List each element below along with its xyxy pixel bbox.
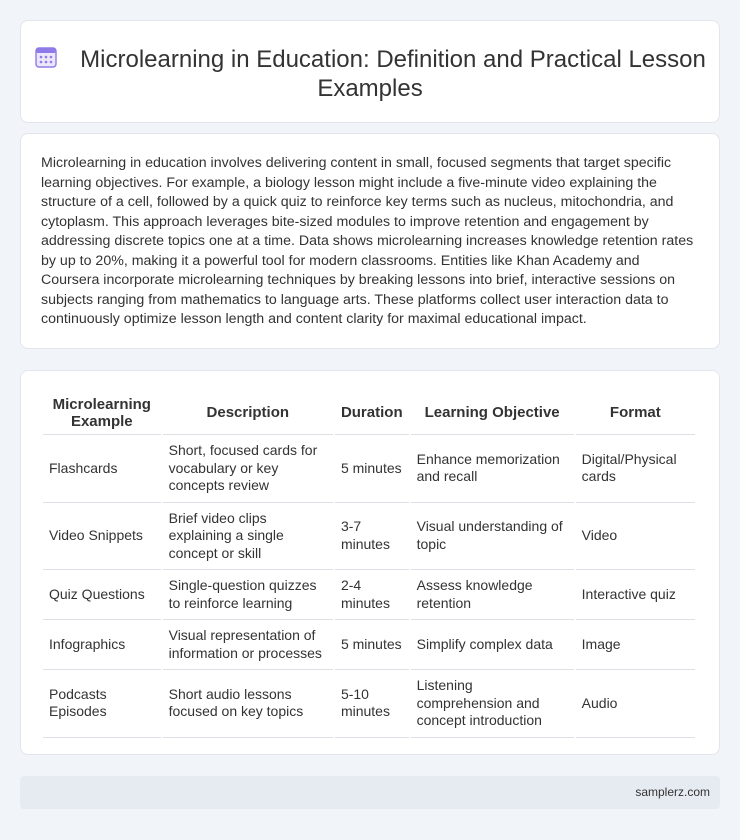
table-row [43, 435, 695, 503]
table-card [20, 370, 720, 755]
cell-duration: 3-7 minutes [335, 503, 409, 571]
cell-description: Short, focused cards for vocabulary or key concepts review [163, 435, 333, 503]
header-format: Format [576, 391, 695, 435]
page-title [21, 45, 719, 103]
intro-paragraph: Microlearning in education involves delivering content in small, focused segments that target specific learning objectives. For example, a biology lesson might include a five-minute video explaining the structure of a cell, followed by a quick quiz to reinforce key terms such as nucleus, mitochondria, and cytoplasm. This approach leverages bite-sized modules to improve retention and engagement by addressing discrete topics one at a time. Data shows microlearning increases knowledge retention rates by up to 20%, making it a powerful tool for modern classrooms. Entities like Khan Academy and Coursera incorporate microlearning techniques by breaking lessons into brief, interactive sessions on subjects ranging from mathematics to language arts. These platforms collect user interaction data to continuously optimize lesson length and content clarity for maximal educational impact. [41, 155, 694, 327]
cell-example: Video Snippets [43, 503, 161, 571]
cell-example: Infographics [43, 620, 161, 670]
table-row [43, 570, 695, 620]
cell-format: Digital/Physical cards [576, 435, 695, 503]
cell-duration: 5 minutes [335, 435, 409, 503]
cell-format: Interactive quiz [576, 570, 695, 620]
cell-example: Podcasts Episodes [43, 670, 161, 738]
calendar-icon [34, 45, 58, 69]
header-description: Description [163, 391, 333, 435]
cell-example: Flashcards [43, 435, 161, 503]
footer [20, 776, 720, 809]
cell-duration: 5 minutes [335, 620, 409, 670]
cell-description: Visual representation of information or processes [163, 620, 333, 670]
title-card [20, 20, 720, 123]
cell-description: Brief video clips explaining a single concept or skill [163, 503, 333, 571]
cell-objective: Enhance memorization and recall [411, 435, 574, 503]
cell-duration: 2-4 minutes [335, 570, 409, 620]
cell-example: Quiz Questions [43, 570, 161, 620]
cell-objective: Visual understanding of topic [411, 503, 574, 571]
cell-objective: Assess knowledge retention [411, 570, 574, 620]
header-objective: Learning Objective [411, 391, 574, 435]
cell-objective: Simplify complex data [411, 620, 574, 670]
cell-description: Short audio lessons focused on key topics [163, 670, 333, 738]
table-row [43, 620, 695, 670]
intro-card [20, 133, 720, 349]
header-duration: Duration [335, 391, 409, 435]
table-row [43, 670, 695, 738]
cell-format: Image [576, 620, 695, 670]
header-example: Microlearning Example [43, 391, 161, 435]
footer-site[interactable]: samplerz.com [635, 785, 710, 799]
cell-description: Single-question quizzes to reinforce learning [163, 570, 333, 620]
examples-table [41, 391, 697, 738]
table-row [43, 503, 695, 571]
cell-format: Video [576, 503, 695, 571]
page-title-text: Microlearning in Education: Definition and Practical Lesson Examples [80, 46, 706, 102]
cell-format: Audio [576, 670, 695, 738]
cell-duration: 5-10 minutes [335, 670, 409, 738]
table-header-row [43, 391, 695, 435]
cell-objective: Listening comprehension and concept introduction [411, 670, 574, 738]
